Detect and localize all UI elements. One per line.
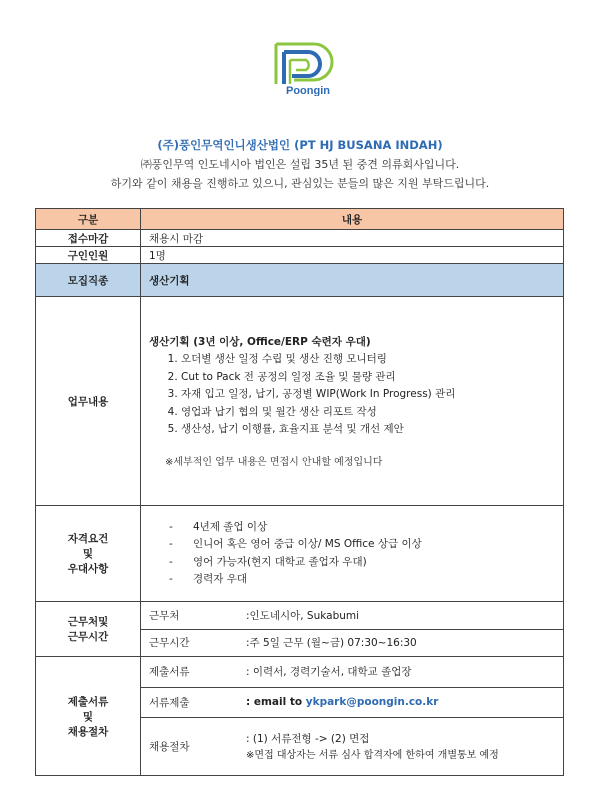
intro-line-2: 하기와 같이 채용을 진행하고 있으니, 관심있는 분들의 많은 지원 부탁드립니다.: [110, 177, 490, 190]
procedure-label-line: 채용절차: [67, 725, 109, 738]
qualifications-list: [149, 519, 555, 589]
workplace-location-value: :인도네시아, Sukabumi: [246, 609, 360, 622]
deadline-label: 접수마감: [36, 230, 141, 247]
category-row: [36, 264, 564, 297]
intro-line-1: ㈜풍인무역 인도네시아 법인은 설립 35년 된 중견 의류회사입니다.: [140, 158, 460, 171]
headcount-value: 1명: [141, 247, 564, 264]
duty-item: 1. 오더별 생산 일정 수립 및 생산 진행 모니터링: [181, 351, 555, 369]
headcount-row: [36, 247, 564, 264]
duty-item: 3. 자재 입고 일정, 납기, 공정별 WIP(Work In Progress) 관리: [181, 386, 555, 404]
duties-label: 업무내용: [36, 297, 141, 506]
duty-item: 4. 영업과 납기 협의 및 월간 생산 리포트 작성: [181, 404, 555, 422]
deadline-value: 채용시 마감: [141, 230, 564, 247]
job-posting-table: [35, 208, 564, 776]
logo-wordmark: Poongin: [286, 85, 330, 96]
qualifications-content: [141, 506, 564, 602]
duties-list: [149, 351, 555, 439]
submit-email-link[interactable]: ykpark@poongin.co.kr: [305, 696, 439, 708]
submit-key: 서류제출: [141, 687, 246, 717]
qualification-item: - 경력자 우대: [169, 571, 555, 589]
procedure-row: [36, 657, 564, 776]
workplace-label-line: 근무시간: [67, 631, 109, 643]
workplace-location-key: 근무처: [149, 609, 180, 622]
submit-row: [141, 687, 563, 717]
procedure-details: [141, 657, 563, 775]
deadline-row: [36, 230, 564, 247]
workplace-hours-row: [141, 629, 563, 656]
docs-value: : 이력서, 경력기술서, 대학교 졸업장: [246, 666, 412, 679]
workplace-label: [36, 602, 141, 657]
qualification-item: - 4년제 졸업 이상: [169, 519, 555, 537]
docs-key: 제출서류: [149, 666, 190, 679]
process-value: [246, 717, 563, 775]
workplace-hours-key: 근무시간: [141, 629, 246, 656]
workplace-row: [36, 602, 564, 657]
workplace-location-row: [141, 602, 563, 629]
workplace-label-line: 근무처및: [67, 616, 109, 628]
duty-item: 5. 생산성, 납기 이행률, 효율지표 분석 및 개선 제안: [181, 421, 555, 439]
procedure-label: [36, 657, 141, 776]
submit-value: [246, 687, 563, 717]
submit-prefix: : email to: [246, 696, 306, 708]
process-note: ※면접 대상자는 서류 심사 합격자에 한하여 개별통보 예정: [246, 750, 499, 762]
header-content: 내용: [141, 209, 564, 230]
duties-content: [141, 297, 564, 506]
header-category: 구분: [36, 209, 141, 230]
category-label: 모집직종: [36, 264, 141, 297]
qualifications-row: [36, 506, 564, 602]
procedure-content: [141, 657, 564, 776]
process-row: [141, 717, 563, 775]
headcount-label: 구인인원: [36, 247, 141, 264]
qualification-item: - 인니어 혹은 영어 중급 이상/ MS Office 상급 이상: [169, 536, 555, 554]
duties-note: ※세부적인 업무 내용은 면접시 안내할 예정입니다: [165, 456, 383, 468]
workplace-hours-value: :주 5일 근무 (월~금) 07:30~16:30: [246, 629, 563, 656]
qualifications-label-line: 우대사항: [67, 563, 109, 575]
procedure-label-line: 제출서류: [67, 695, 109, 708]
category-value: 생산기획: [141, 264, 564, 297]
qualification-item: - 영어 가능자(현지 대학교 졸업자 우대): [169, 554, 555, 572]
workplace-details: [141, 602, 563, 656]
duty-item: 2. Cut to Pack 전 공정의 일정 조율 및 물량 관리: [181, 369, 555, 387]
qualifications-label: [36, 506, 141, 602]
docs-row: [141, 657, 563, 687]
table-header-row: [36, 209, 564, 230]
duties-title: 생산기획 (3년 이상, Office/ERP 숙련자 우대): [149, 336, 371, 349]
process-steps: : (1) 서류전형 -> (2) 면접: [246, 733, 370, 746]
workplace-content: [141, 602, 564, 657]
company-title: (주)풍인무역인니생산법인 (PT HJ BUSANA INDAH): [157, 138, 443, 152]
procedure-label-line: 및: [82, 710, 94, 723]
qualifications-label-line: 자격요건: [67, 533, 109, 545]
process-key: 채용절차: [141, 717, 246, 775]
poongin-logo: [262, 40, 342, 96]
duties-row: [36, 297, 564, 506]
qualifications-label-line: 및: [82, 548, 94, 560]
